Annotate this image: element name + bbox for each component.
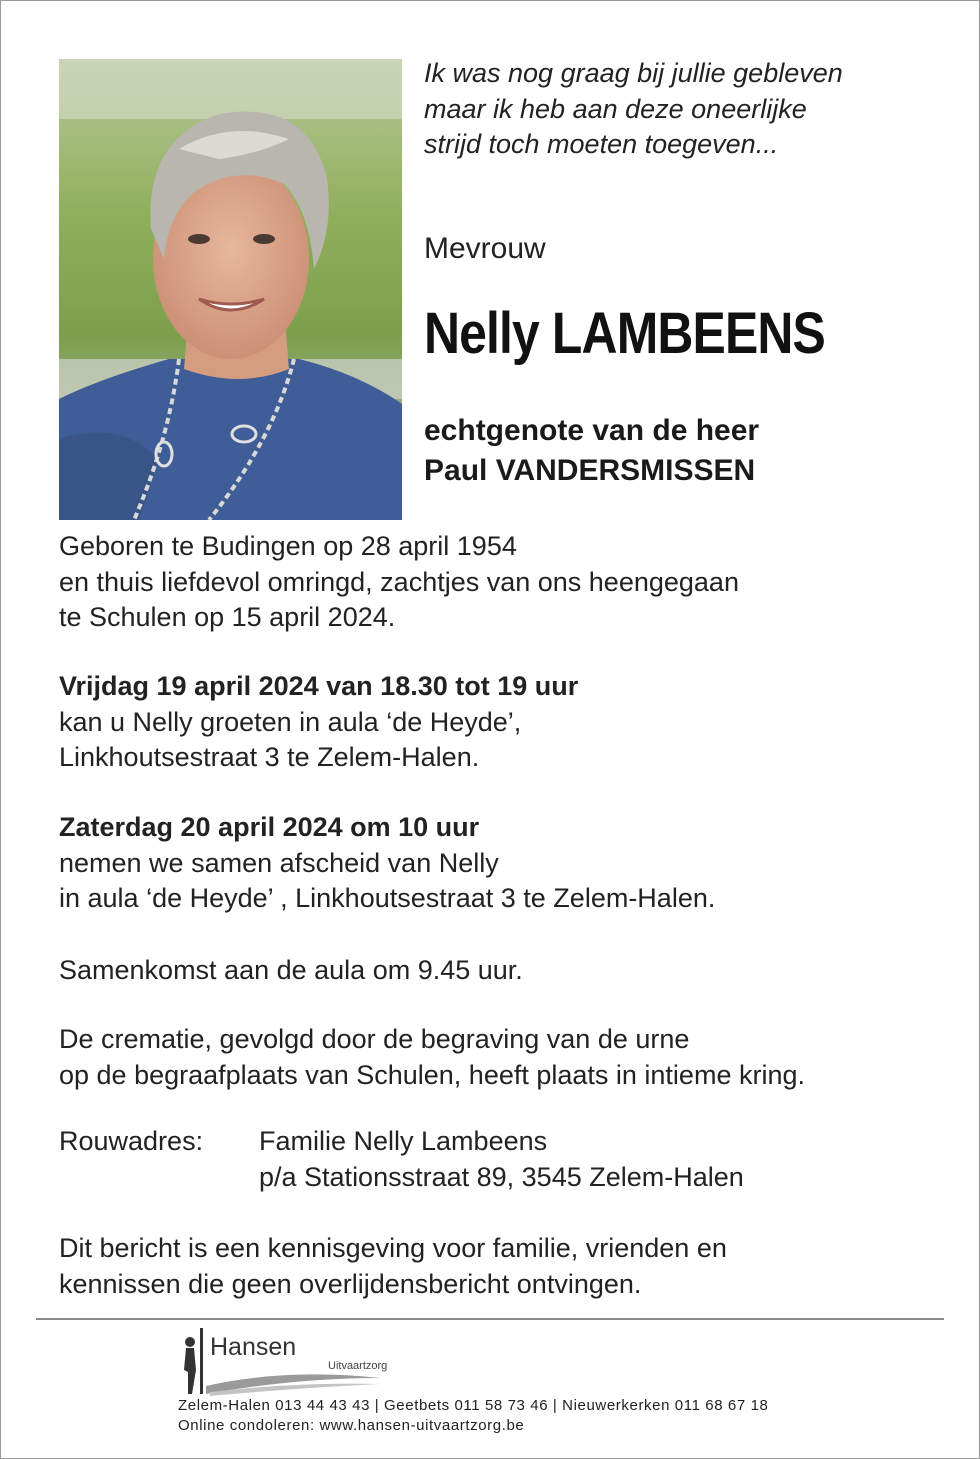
gathering-text: Samenkomst aan de aula om 9.45 uur. (59, 955, 523, 985)
footer-divider (36, 1318, 944, 1320)
text-line: en thuis liefdevol omringd, zachtjes van ons heengegaan (59, 566, 739, 597)
spouse-name: Paul VANDERSMISSEN (424, 454, 756, 487)
text-line: Dit bericht is een kennisgeving voor familie, vrienden en (59, 1233, 727, 1263)
quote (424, 56, 843, 163)
text-line: op de begraafplaats van Schulen, heeft plaats in intieme kring. (59, 1059, 805, 1090)
quote-line: strijd toch moeten toegeven... (424, 129, 779, 159)
text-line: nemen we samen afscheid van Nelly (59, 847, 499, 878)
farewell-heading: Zaterdag 20 april 2024 om 10 uur (59, 812, 480, 842)
address-label: Rouwadres: (59, 1126, 204, 1156)
quote-line: maar ik heb aan deze oneerlijke (424, 93, 807, 124)
text-line: kennissen die geen overlijdensbericht ontvingen. (59, 1268, 642, 1299)
cremation-text (59, 1022, 805, 1093)
contact-phones: Zelem-Halen 013 44 43 43 | Geetbets 011 58 73 46 | Nieuwerkerken 011 68 67 18 (178, 1397, 769, 1414)
notice-text (59, 1231, 727, 1302)
visitation-heading: Vrijdag 19 april 2024 van 18.30 tot 19 uur (59, 671, 579, 701)
spouse-info (424, 411, 759, 491)
text-line: Linkhoutsestraat 3 te Zelem-Halen. (59, 742, 480, 772)
portrait-photo (59, 59, 402, 520)
salutation: Mevrouw (424, 232, 546, 265)
deceased-name: Nelly LAMBEENS (424, 301, 825, 366)
visitation-section (59, 669, 578, 776)
text-line: De crematie, gevolgd door de begraving van de urne (59, 1024, 690, 1054)
text-line: in aula ‘de Heyde’ , Linkhoutsestraat 3 te Zelem-Halen. (59, 883, 716, 913)
address-block (259, 1124, 744, 1195)
text-line: te Schulen op 15 april 2024. (59, 602, 396, 632)
farewell-section (59, 810, 715, 917)
quote-line: Ik was nog graag bij jullie gebleven (424, 58, 843, 88)
text-line: kan u Nelly groeten in aula ‘de Heyde’, (59, 706, 522, 737)
online-condolence: Online condoleren: www.hansen-uitvaartzorg.be (178, 1417, 525, 1434)
spouse-line: echtgenote van de heer (424, 414, 760, 447)
logo-name: Hansen (210, 1333, 297, 1361)
birth-death-text (59, 529, 739, 636)
address-line: Familie Nelly Lambeens (259, 1126, 548, 1156)
logo-subtitle: Uitvaartzorg (328, 1360, 388, 1372)
text-line: Geboren te Budingen op 28 april 1954 (59, 531, 517, 561)
address-line: p/a Stationsstraat 89, 3545 Zelem-Halen (259, 1161, 744, 1192)
